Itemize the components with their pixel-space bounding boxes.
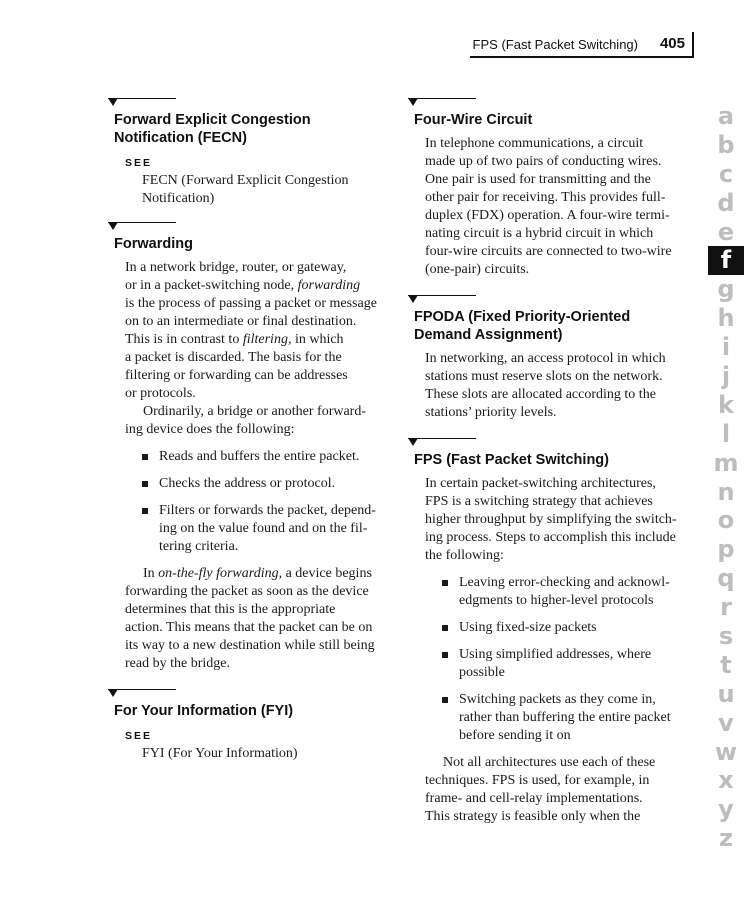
text-line: ing on the value found and on the fil- [159,521,368,536]
alphabet-thumb-index [708,102,744,853]
thumb-tab-b: b [717,130,735,159]
text-line: Reads and buffers the entire packet. [159,449,360,464]
text-line: edgments to higher-level protocols [459,593,654,608]
triangle-marker-icon [108,689,118,697]
text-line: nating circuit is a hybrid circuit in which [425,226,654,241]
right-column [408,98,696,826]
entry-fecn [108,98,393,208]
text-line: Not all architectures use each of these [443,755,656,770]
left-column [108,98,393,763]
bullet-item [125,475,393,493]
text-line: ing device does the following: [125,422,295,437]
entry-term-fyi: For Your Information (FYI) [114,703,294,719]
thumb-tab-u: u [717,679,735,708]
text-line: techniques. FPS is used, for example, in [425,773,650,788]
entry-body-forwarding [125,259,393,673]
entry-forwarding [108,222,393,673]
thumb-tab-v: v [718,708,734,737]
see-line: Notification) [142,191,215,206]
text-line: One pair is used for transmitting and the [425,172,651,187]
text-line: made up of two pairs of conducting wires. [425,154,662,169]
page-number: 405 [659,35,685,52]
entry-term-fecn [114,111,393,147]
thumb-tab-n: n [717,477,735,506]
running-header [470,32,694,58]
thumb-tab-m: m [713,448,739,477]
paragraph [425,754,696,826]
text-line: a packet is discarded. The basis for the [125,350,342,365]
text-line: stations’ priority levels. [425,405,557,420]
thumb-tab-t: t [720,650,732,679]
text-line: possible [459,665,505,680]
marker-rule [408,98,476,99]
marker-rule [108,222,176,223]
text-line: These slots are allocated according to the [425,387,656,402]
text-line: in which [291,332,344,347]
text-line: higher throughput by simplifying the switch- [425,512,677,527]
text-line: or protocols. [125,386,196,401]
text-line: Filters or forwards the packet, depend- [159,503,376,518]
thumb-tab-z: z [719,824,733,853]
entry-term-four-wire: Four-Wire Circuit [414,112,533,128]
emphasis: filtering, [242,332,292,347]
paragraph [425,475,696,565]
running-title: FPS (Fast Packet Switching) [472,37,638,52]
text-line: action. This means that the packet can be on [125,620,373,635]
text-line: on to an intermediate or final destination. [125,314,357,329]
thumb-tab-q: q [717,564,735,593]
entry-four-wire-circuit [408,98,696,279]
thumb-tab-s: s [718,622,734,651]
text-line: In networking, an access protocol in which [425,351,666,366]
text-line: determines that this is the appropriate [125,602,336,617]
text-line: four-wire circuits are connected to two-wire [425,244,672,259]
text-line: frame- and cell-relay implementations. [425,791,643,806]
entry-fyi [108,689,393,763]
thumb-tab-p: p [717,535,735,564]
entry-fps [408,438,696,826]
text-line: filtering or forwarding can be addresses [125,368,348,383]
text-line: Ordinarily, a bridge or another forward- [143,404,367,419]
triangle-marker-icon [108,98,118,106]
entry-marker [408,98,696,110]
thumb-tab-k: k [718,390,734,419]
entry-body-four-wire [425,135,696,279]
text-line: the following: [425,548,504,563]
text-line: other pair for receiving. This provides full- [425,190,666,205]
marker-rule [108,98,176,99]
text-line: rather than buffering the entire packet [459,710,671,725]
paragraph [125,259,393,403]
thumb-tab-o: o [717,506,735,535]
text-line: ing process. Steps to accomplish this include [425,530,676,545]
entry-term-fpoda [414,308,696,344]
text-line: a device begins [282,566,372,581]
bullet-list [125,448,393,556]
text-line: (one-pair) circuits. [425,262,530,277]
text-line: In certain packet-switching architectures, [425,476,656,491]
bullet-square-icon [442,625,448,631]
thumb-tab-e: e [717,217,735,246]
text-line: Checks the address or protocol. [159,476,336,491]
marker-rule [408,438,476,439]
text-line: Switching packets as they come in, [459,692,656,707]
text-line: In telephone communications, a circuit [425,136,644,151]
bullet-item [125,502,393,556]
entry-body-fpoda [425,350,696,422]
triangle-marker-icon [408,98,418,106]
text-line: Leaving error-checking and acknowl- [459,575,670,590]
thumb-tab-r: r [720,593,732,622]
paragraph [125,403,393,439]
text-line: or in a packet-switching node, [125,278,298,293]
term-line: Forward Explicit Congestion [114,112,311,128]
thumb-tab-i: i [721,333,731,362]
triangle-marker-icon [108,222,118,230]
bullet-item [425,646,696,682]
bullet-item [425,691,696,745]
entry-marker [108,98,393,110]
thumb-tab-j: j [721,362,731,391]
emphasis: on-the-fly forwarding, [158,566,283,581]
term-line: Demand Assignment) [414,327,563,343]
thumb-tab-f: f [708,246,744,275]
entry-marker [408,438,696,450]
text-line: This strategy is feasible only when the [425,809,641,824]
bullet-square-icon [142,481,148,487]
text-line: stations must reserve slots on the network. [425,369,663,384]
term-line: FPODA (Fixed Priority-Oriented [414,309,631,325]
thumb-tab-d: d [717,188,735,217]
thumb-tab-a: a [717,102,735,130]
thumb-tab-c: c [718,159,734,188]
text-line: Using fixed-size packets [459,620,597,635]
text-line: FPS is a switching strategy that achieves [425,494,653,509]
entry-marker [108,222,393,234]
bullet-square-icon [142,454,148,460]
bullet-list [425,574,696,745]
bullet-square-icon [442,580,448,586]
paragraph [125,565,393,673]
marker-rule [408,295,476,296]
see-reference [142,745,393,763]
text-line: duplex (FDX) operation. A four-wire termi- [425,208,670,223]
see-line: FECN (Forward Explicit Congestion [142,173,349,188]
bullet-item [425,574,696,610]
text-line: This is in contrast to [125,332,243,347]
thumb-tab-g: g [717,275,735,304]
entry-body-fps [425,475,696,826]
entry-marker [408,295,696,307]
text-line: In a network bridge, router, or gateway, [125,260,347,275]
text-line: tering criteria. [159,539,239,554]
text-line: In [143,566,159,581]
triangle-marker-icon [408,438,418,446]
text-line: read by the bridge. [125,656,230,671]
marker-rule [108,689,176,690]
triangle-marker-icon [408,295,418,303]
thumb-tab-l: l [721,419,731,448]
text-line: its way to a new destination while still being [125,638,375,653]
see-label: SEE [125,730,153,742]
entry-term-forwarding: Forwarding [114,236,193,252]
bullet-square-icon [142,508,148,514]
term-line: Notification (FECN) [114,130,247,146]
thumb-tab-x: x [718,766,734,795]
bullet-square-icon [442,697,448,703]
text-line: Using simplified addresses, where [459,647,652,662]
thumb-tab-y: y [718,795,734,824]
bullet-square-icon [442,652,448,658]
thumb-tab-h: h [717,304,735,333]
bullet-item [425,619,696,637]
emphasis: forwarding [297,278,361,293]
entry-term-fps: FPS (Fast Packet Switching) [414,452,609,468]
see-label: SEE [125,157,153,169]
thumb-tab-w: w [714,737,738,766]
text-line: forwarding the packet as soon as the device [125,584,369,599]
see-line: FYI (For Your Information) [142,746,298,761]
entry-marker [108,689,393,701]
text-line: is the process of passing a packet or message [125,296,377,311]
text-line: before sending it on [459,728,571,743]
entry-fpoda [408,295,696,422]
bullet-item [125,448,393,466]
see-reference [142,172,393,208]
